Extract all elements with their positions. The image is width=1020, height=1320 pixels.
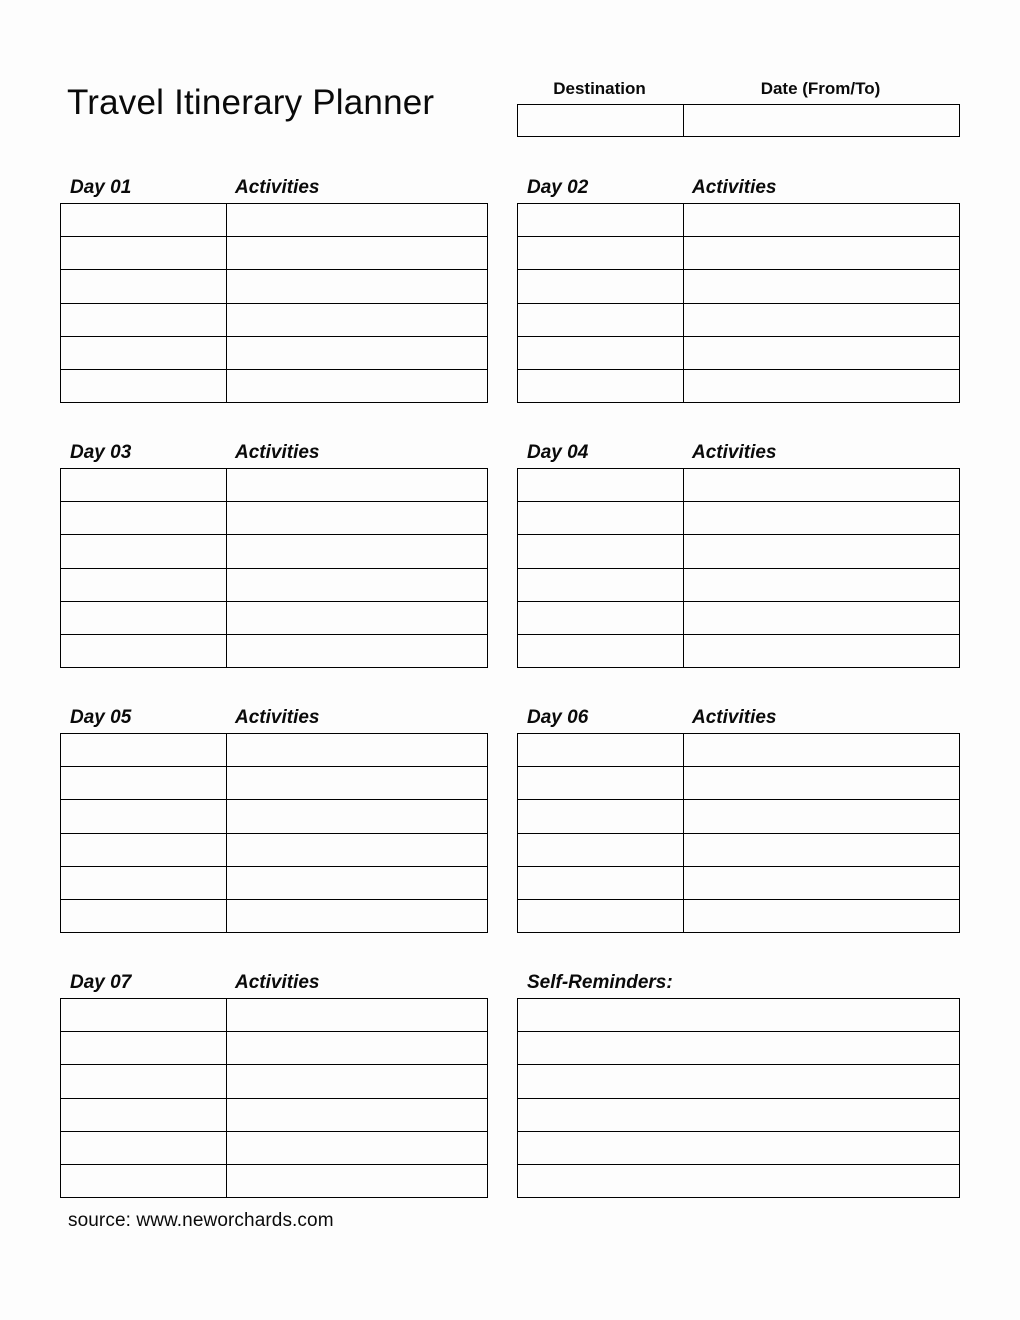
- day-label: Day 03: [70, 442, 132, 463]
- activities-label: Activities: [692, 707, 777, 728]
- activity-cell[interactable]: [226, 734, 487, 766]
- table-row: [61, 1031, 487, 1064]
- day-block-07: [60, 973, 488, 1198]
- activity-cell[interactable]: [683, 602, 959, 634]
- table-row: [518, 634, 959, 667]
- time-cell[interactable]: [518, 535, 683, 567]
- time-cell[interactable]: [518, 204, 683, 236]
- table-row: [518, 336, 959, 369]
- self-reminders-block: [517, 973, 960, 1198]
- table-row: [518, 1031, 959, 1064]
- activity-cell[interactable]: [226, 1132, 487, 1164]
- time-cell[interactable]: [61, 502, 226, 534]
- activity-cell[interactable]: [226, 1099, 487, 1131]
- table-row: [518, 303, 959, 336]
- activity-cell[interactable]: [683, 767, 959, 799]
- self-reminders-table: [517, 998, 960, 1198]
- table-row: [61, 634, 487, 667]
- day-block-04-header: [517, 443, 960, 468]
- activity-cell[interactable]: [683, 304, 959, 336]
- time-cell[interactable]: [518, 304, 683, 336]
- table-row: [61, 1131, 487, 1164]
- self-reminders-header: [517, 973, 960, 998]
- day-block-03-header: [60, 443, 488, 468]
- time-cell[interactable]: [61, 304, 226, 336]
- time-cell[interactable]: [61, 900, 226, 932]
- time-cell[interactable]: [61, 1032, 226, 1064]
- activity-cell[interactable]: [226, 900, 487, 932]
- activity-cell[interactable]: [226, 204, 487, 236]
- table-row: [61, 799, 487, 832]
- table-row: [518, 799, 959, 832]
- day-block-07-header: [60, 973, 488, 998]
- table-row: [518, 204, 959, 236]
- day-block-06-header: [517, 708, 960, 733]
- activity-cell[interactable]: [226, 635, 487, 667]
- day-04-table: [517, 468, 960, 668]
- date-from-to-label: Date (From/To): [760, 79, 881, 98]
- activity-cell[interactable]: [683, 204, 959, 236]
- time-cell[interactable]: [518, 867, 683, 899]
- table-row: [61, 501, 487, 534]
- reminder-line[interactable]: [518, 1032, 959, 1064]
- self-reminders-label: Self-Reminders:: [527, 972, 673, 993]
- table-row: [61, 1164, 487, 1197]
- activity-cell[interactable]: [226, 867, 487, 899]
- activities-label: Activities: [692, 177, 777, 198]
- time-cell[interactable]: [518, 602, 683, 634]
- reminder-line[interactable]: [518, 999, 959, 1031]
- activity-cell[interactable]: [226, 337, 487, 369]
- day-block-01: [60, 178, 488, 403]
- table-row: [61, 204, 487, 236]
- activity-cell[interactable]: [226, 469, 487, 501]
- activity-cell[interactable]: [226, 502, 487, 534]
- activity-cell[interactable]: [226, 800, 487, 832]
- time-cell[interactable]: [61, 834, 226, 866]
- time-cell[interactable]: [518, 502, 683, 534]
- table-row: [61, 1098, 487, 1131]
- time-cell[interactable]: [518, 469, 683, 501]
- day-block-02-header: [517, 178, 960, 203]
- time-cell[interactable]: [61, 1165, 226, 1197]
- time-cell[interactable]: [61, 337, 226, 369]
- day-label: Day 07: [70, 972, 132, 993]
- time-cell[interactable]: [518, 337, 683, 369]
- activity-cell[interactable]: [226, 834, 487, 866]
- activity-cell[interactable]: [683, 270, 959, 302]
- time-cell[interactable]: [61, 1099, 226, 1131]
- destination-field[interactable]: [518, 105, 683, 136]
- date-from-to-field[interactable]: [683, 105, 959, 136]
- time-cell[interactable]: [61, 602, 226, 634]
- time-cell[interactable]: [61, 999, 226, 1031]
- day-block-02: [517, 178, 960, 403]
- time-cell[interactable]: [518, 370, 683, 402]
- time-cell[interactable]: [518, 834, 683, 866]
- activity-cell[interactable]: [683, 734, 959, 766]
- reminder-line[interactable]: [518, 1132, 959, 1164]
- day-label: Day 01: [70, 177, 132, 198]
- reminder-line[interactable]: [518, 1099, 959, 1131]
- table-row: [61, 601, 487, 634]
- table-row: [61, 766, 487, 799]
- activity-cell[interactable]: [226, 1165, 487, 1197]
- time-cell[interactable]: [61, 767, 226, 799]
- table-row: [61, 568, 487, 601]
- time-cell[interactable]: [61, 569, 226, 601]
- day-06-table: [517, 733, 960, 933]
- activity-cell[interactable]: [683, 834, 959, 866]
- activity-cell[interactable]: [683, 800, 959, 832]
- day-label: Day 02: [527, 177, 589, 198]
- table-row: [518, 236, 959, 269]
- table-row: [518, 866, 959, 899]
- table-row: [61, 833, 487, 866]
- day-block-05: [60, 708, 488, 933]
- time-cell[interactable]: [518, 767, 683, 799]
- day-block-05-header: [60, 708, 488, 733]
- activities-label: Activities: [235, 707, 320, 728]
- table-row: [518, 734, 959, 766]
- time-cell[interactable]: [61, 635, 226, 667]
- activity-cell[interactable]: [683, 867, 959, 899]
- table-row: [61, 269, 487, 302]
- table-row: [61, 734, 487, 766]
- table-row: [518, 269, 959, 302]
- day-05-table: [60, 733, 488, 933]
- table-row: [518, 469, 959, 501]
- reminder-line[interactable]: [518, 1165, 959, 1197]
- time-cell[interactable]: [61, 370, 226, 402]
- activity-cell[interactable]: [226, 270, 487, 302]
- trip-header-table: [517, 104, 960, 137]
- day-block-01-header: [60, 178, 488, 203]
- table-row: [518, 568, 959, 601]
- table-row: [518, 1131, 959, 1164]
- time-cell[interactable]: [61, 800, 226, 832]
- day-block-06: [517, 708, 960, 933]
- table-row: [518, 1098, 959, 1131]
- activity-cell[interactable]: [226, 237, 487, 269]
- activity-cell[interactable]: [683, 900, 959, 932]
- time-cell[interactable]: [518, 800, 683, 832]
- table-row: [61, 999, 487, 1031]
- table-row: [61, 866, 487, 899]
- time-cell[interactable]: [518, 635, 683, 667]
- activity-cell[interactable]: [226, 767, 487, 799]
- table-row: [61, 469, 487, 501]
- table-row: [518, 1164, 959, 1197]
- activities-label: Activities: [235, 442, 320, 463]
- day-block-04: [517, 443, 960, 668]
- table-row: [61, 899, 487, 932]
- day-02-table: [517, 203, 960, 403]
- table-row: [61, 1064, 487, 1097]
- activity-cell[interactable]: [683, 569, 959, 601]
- time-cell[interactable]: [518, 270, 683, 302]
- activity-cell[interactable]: [683, 635, 959, 667]
- page-title: Travel Itinerary Planner: [67, 83, 435, 122]
- time-cell[interactable]: [61, 1065, 226, 1097]
- table-row: [518, 899, 959, 932]
- time-cell[interactable]: [61, 867, 226, 899]
- activity-cell[interactable]: [683, 337, 959, 369]
- day-label: Day 04: [527, 442, 589, 463]
- activity-cell[interactable]: [226, 569, 487, 601]
- time-cell[interactable]: [518, 569, 683, 601]
- time-cell[interactable]: [61, 237, 226, 269]
- activity-cell[interactable]: [683, 237, 959, 269]
- table-row: [61, 303, 487, 336]
- table-row: [61, 236, 487, 269]
- destination-label: Destination: [553, 79, 646, 98]
- time-cell[interactable]: [518, 734, 683, 766]
- table-row: [518, 105, 959, 136]
- activity-cell[interactable]: [683, 502, 959, 534]
- activities-label: Activities: [235, 972, 320, 993]
- time-cell[interactable]: [61, 535, 226, 567]
- activity-cell[interactable]: [683, 535, 959, 567]
- day-block-03: [60, 443, 488, 668]
- day-07-table: [60, 998, 488, 1198]
- activity-cell[interactable]: [226, 1065, 487, 1097]
- day-03-table: [60, 468, 488, 668]
- time-cell[interactable]: [61, 1132, 226, 1164]
- activities-label: Activities: [235, 177, 320, 198]
- table-row: [61, 369, 487, 402]
- table-row: [518, 601, 959, 634]
- day-label: Day 06: [527, 707, 589, 728]
- table-row: [518, 369, 959, 402]
- table-row: [61, 336, 487, 369]
- table-row: [518, 999, 959, 1031]
- table-row: [518, 501, 959, 534]
- time-cell[interactable]: [518, 237, 683, 269]
- day-01-table: [60, 203, 488, 403]
- time-cell[interactable]: [61, 734, 226, 766]
- activity-cell[interactable]: [683, 469, 959, 501]
- activity-cell[interactable]: [226, 304, 487, 336]
- reminder-line[interactable]: [518, 1065, 959, 1097]
- activity-cell[interactable]: [226, 1032, 487, 1064]
- activity-cell[interactable]: [226, 370, 487, 402]
- source-note: source: www.neworchards.com: [68, 1210, 334, 1231]
- activities-label: Activities: [692, 442, 777, 463]
- time-cell[interactable]: [61, 469, 226, 501]
- table-row: [518, 766, 959, 799]
- day-label: Day 05: [70, 707, 132, 728]
- activity-cell[interactable]: [226, 535, 487, 567]
- activity-cell[interactable]: [226, 602, 487, 634]
- table-row: [518, 1064, 959, 1097]
- time-cell[interactable]: [61, 270, 226, 302]
- time-cell[interactable]: [61, 204, 226, 236]
- activity-cell[interactable]: [226, 999, 487, 1031]
- table-row: [518, 534, 959, 567]
- activity-cell[interactable]: [683, 370, 959, 402]
- time-cell[interactable]: [518, 900, 683, 932]
- table-row: [61, 534, 487, 567]
- table-row: [518, 833, 959, 866]
